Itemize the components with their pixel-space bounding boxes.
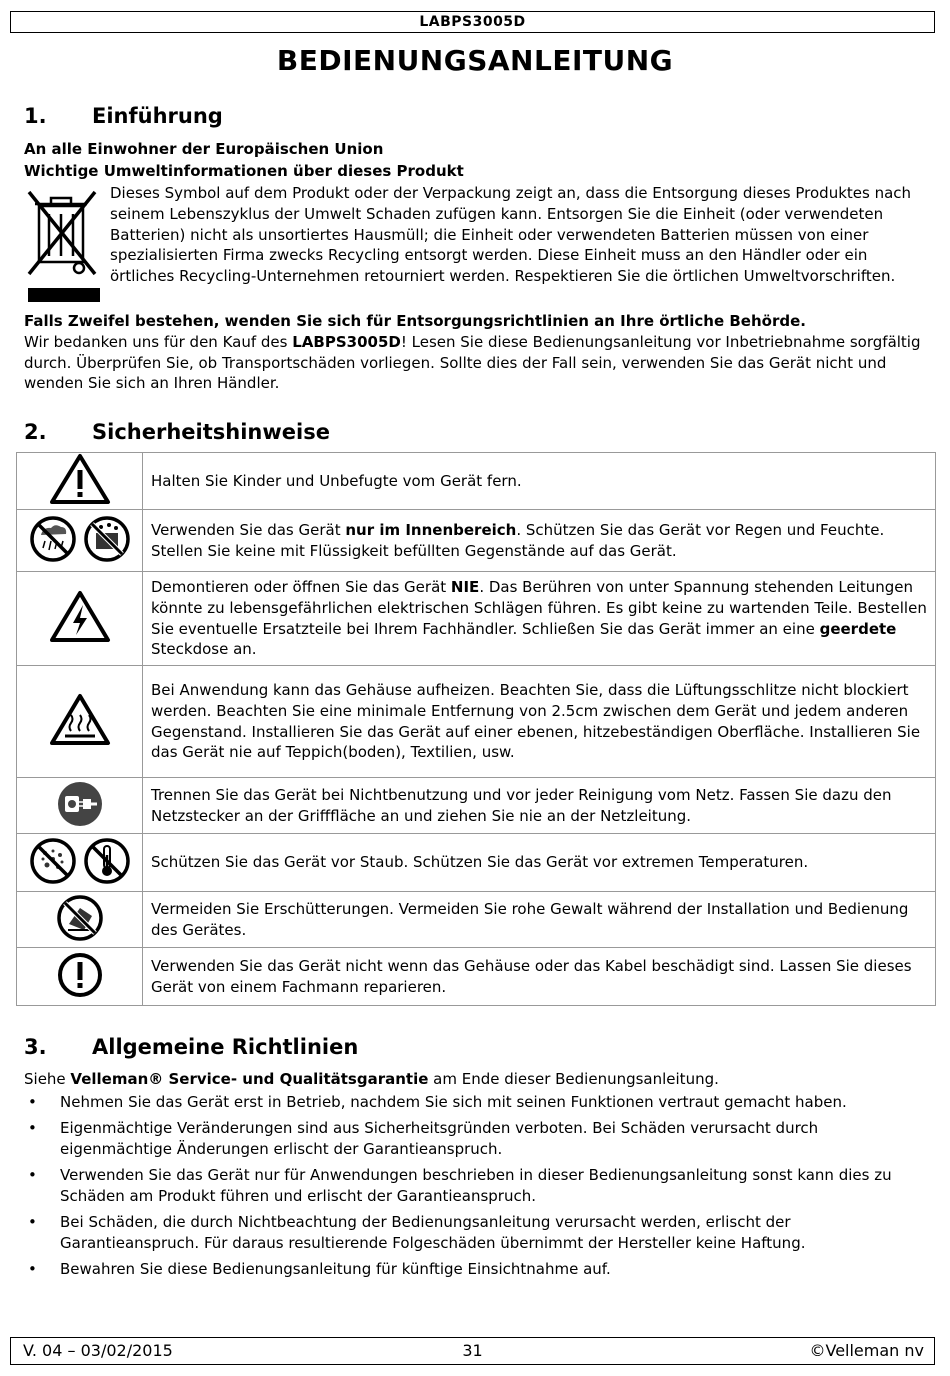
- section-3-heading: [24, 1035, 358, 1059]
- section-2-heading: [24, 420, 330, 444]
- safety-text-emphasis: geerdete: [819, 619, 897, 638]
- footer-version: V. 04 – 03/02/2015: [23, 1341, 173, 1360]
- thanks-model: LABPS3005D: [292, 333, 401, 351]
- safety-row: [17, 572, 936, 666]
- section-2-number: 2.: [24, 420, 47, 444]
- bullet-icon: •: [28, 1165, 37, 1184]
- safety-text: [143, 572, 936, 666]
- safety-text-part: . Schützen Sie das Gerät vor Regen und Feuchte. Stellen Sie keine mit Flüssigkeit befüllten Gegenstände auf das Gerät.: [151, 520, 885, 560]
- page-footer: [10, 1337, 935, 1365]
- safety-text-part: . Das Berühren von unter Spannung stehenden Leitungen könnte zu lebensgefährlichen elektrischen Schlägen führen. Es gibt keine zu wartenden Teile. Bestellen Sie eventuelle Ersatzteile bei Ihrem Fachhändler. Schließen Sie das Gerät immer an eine: [151, 577, 927, 638]
- intro-bold: Velleman® Service- und Qualitätsgarantie: [70, 1070, 429, 1088]
- no-rain-icon: [29, 515, 77, 563]
- bullet-icon: •: [28, 1093, 37, 1111]
- section-3-title: Allgemeine Richtlinien: [92, 1035, 359, 1059]
- safety-text: [143, 510, 936, 572]
- thanks-post: ! Lesen Sie diese Bedienungsanleitung vor Inbetriebnahme sorgfältig durch. Überprüfen Sie, ob Transportschäden vorliegen. Sollte dies der Fall sein, verwenden Sie das Gerät nicht und wenden Sie sich an Ihren Händler.: [24, 333, 921, 393]
- safety-text-emphasis: nur im Innenbereich: [345, 520, 517, 539]
- list-item-text: Nehmen Sie das Gerät erst in Betrieb, nachdem Sie sich mit seinen Funktionen vertraut gemacht haben.: [60, 1093, 847, 1111]
- safety-text-part: Demontieren oder öffnen Sie das Gerät: [151, 577, 451, 596]
- footer-page-number: 31: [462, 1341, 483, 1360]
- hot-surface-icon: [49, 693, 111, 747]
- unplug-icon: [56, 780, 104, 828]
- page-header: [10, 11, 935, 33]
- bullet-icon: •: [28, 1259, 37, 1278]
- safety-row: [17, 892, 936, 948]
- weee-text: Dieses Symbol auf dem Produkt oder der Verpackung zeigt an, dass die Entsorgung dieses Produktes nach seinem Lebenszyklus der Umwelt Schaden zufügen kann. Entsorgen Sie die Einheit (oder verwendeten Batterien) nicht als unsortiertes Hausmüll; die Einheit oder verwendeten Batterien müssen von einer spezialisierten Firma zwecks Recycling entsorgt werden. Diese Einheit muss an den Händler oder ein örtliches Recycling-Unternehmen retourniert werden. Respektieren Sie die örtlichen Umweltvorschriften.: [110, 184, 912, 286]
- safety-icon-cell: [17, 666, 143, 778]
- section-2-title: Sicherheitshinweise: [92, 420, 330, 444]
- safety-icon-cell: [17, 453, 143, 510]
- no-shock-icon: [56, 894, 104, 942]
- safety-icon-cell: [17, 510, 143, 572]
- safety-row: [17, 453, 936, 510]
- safety-row: [17, 666, 936, 778]
- section-1-heading: [24, 104, 223, 128]
- safety-row: [17, 948, 936, 1006]
- footer-copyright: ©Velleman nv: [809, 1341, 924, 1360]
- list-item: [24, 1212, 914, 1255]
- no-moisture-icon: [83, 515, 131, 563]
- safety-icon-cell: [17, 834, 143, 892]
- section-1-title: Einführung: [92, 104, 223, 128]
- list-item: [24, 1259, 914, 1281]
- section-1-number: 1.: [24, 104, 47, 128]
- page-title: BEDIENUNGSANLEITUNG: [276, 44, 674, 77]
- list-item: [24, 1165, 914, 1208]
- safety-text-part: Schützen Sie das Gerät vor Staub. Schützen Sie das Gerät vor extremen Temperaturen.: [151, 853, 809, 872]
- list-item-text: Verwenden Sie das Gerät nur für Anwendungen beschrieben in dieser Bedienungsanleitung sonst kann dies zu Schäden am Produkt führen und erlischt der Garantieanspruch.: [60, 1165, 892, 1205]
- safety-icon-cell: [17, 572, 143, 666]
- intro-pre: Siehe: [24, 1070, 71, 1088]
- section-3-number: 3.: [24, 1035, 47, 1059]
- env-heading: Wichtige Umweltinformationen über dieses Produkt: [24, 162, 464, 180]
- safety-text-part: Verwenden Sie das Gerät: [151, 520, 346, 539]
- safety-icon-cell: [17, 778, 143, 834]
- electric-shock-icon: [49, 590, 111, 644]
- header-model: LABPS3005D: [419, 14, 526, 30]
- safety-text: [143, 666, 936, 778]
- doubt-text: Falls Zweifel bestehen, wenden Sie sich für Entsorgungsrichtlinien an Ihre örtliche Behörde.: [24, 312, 806, 330]
- bullet-icon: •: [28, 1118, 37, 1137]
- guidelines-list: [24, 1092, 914, 1284]
- safety-text: [143, 948, 936, 1006]
- safety-icon-cell: [17, 892, 143, 948]
- safety-table: [16, 452, 936, 1006]
- audience-line: An alle Einwohner der Europäischen Union: [24, 140, 384, 158]
- list-item: [24, 1118, 914, 1161]
- safety-text-part: Vermeiden Sie Erschütterungen. Vermeiden Sie rohe Gewalt während der Installation und Bedienung des Gerätes.: [151, 899, 909, 939]
- safety-text-part: Halten Sie Kinder und Unbefugte vom Gerät fern.: [151, 471, 522, 490]
- list-item: [24, 1092, 914, 1114]
- no-extreme-temperature-icon: [83, 837, 131, 885]
- thanks-text: [24, 332, 924, 394]
- warning-triangle-icon: [49, 453, 111, 505]
- intro-post: am Ende dieser Bedienungsanleitung.: [428, 1070, 719, 1088]
- safety-text-part: Steckdose an.: [151, 640, 257, 659]
- guidelines-intro: [24, 1069, 924, 1090]
- safety-row: [17, 834, 936, 892]
- safety-text: [143, 834, 936, 892]
- safety-text: [143, 778, 936, 834]
- safety-row: [17, 510, 936, 572]
- safety-text-part: Verwenden Sie das Gerät nicht wenn das Gehäuse oder das Kabel beschädigt sind. Lassen Sie dieses Gerät von einem Fachmann reparieren.: [151, 956, 912, 996]
- safety-row: [17, 778, 936, 834]
- list-item-text: Bei Schäden, die durch Nichtbeachtung der Bedienungsanleitung verursacht werden, erlischt der Garantieanspruch. Für daraus resultierende Folgeschäden übernimmt der Hersteller keine Haftung.: [60, 1212, 806, 1252]
- crossed-bin-icon: [25, 188, 103, 303]
- list-item-text: Bewahren Sie diese Bedienungsanleitung für künftige Einsichtnahme auf.: [60, 1259, 611, 1278]
- bullet-icon: •: [28, 1212, 37, 1231]
- safety-text-emphasis: NIE: [450, 577, 480, 596]
- list-item-text: Eigenmächtige Veränderungen sind aus Sicherheitsgründen verboten. Bei Schäden verursacht durch eigenmächtige Änderungen erlischt der Garantieanspruch.: [60, 1118, 819, 1158]
- safety-icon-cell: [17, 948, 143, 1006]
- safety-text: [143, 453, 936, 510]
- safety-text-part: Bei Anwendung kann das Gehäuse aufheizen. Beachten Sie, dass die Lüftungsschlitze nicht blockiert werden. Beachten Sie eine minimale Entfernung von 2.5cm zwischen dem Gerät und jedem anderen Gegenstand. Installieren Sie das Gerät auf einer ebenen, hitzebeständigen Oberfläche. Installieren Sie das Gerät nie auf Teppich(boden), Textilien, usw.: [151, 680, 921, 762]
- safety-text: [143, 892, 936, 948]
- thanks-pre: Wir bedanken uns für den Kauf des: [24, 333, 293, 351]
- safety-text-part: Trennen Sie das Gerät bei Nichtbenutzung und vor jeder Reinigung vom Netz. Fassen Sie dazu den Netzstecker an der Grifffläche an und ziehen Sie nie an der Netzleitung.: [151, 785, 892, 825]
- no-dust-icon: [29, 837, 77, 885]
- exclamation-icon: [56, 951, 104, 999]
